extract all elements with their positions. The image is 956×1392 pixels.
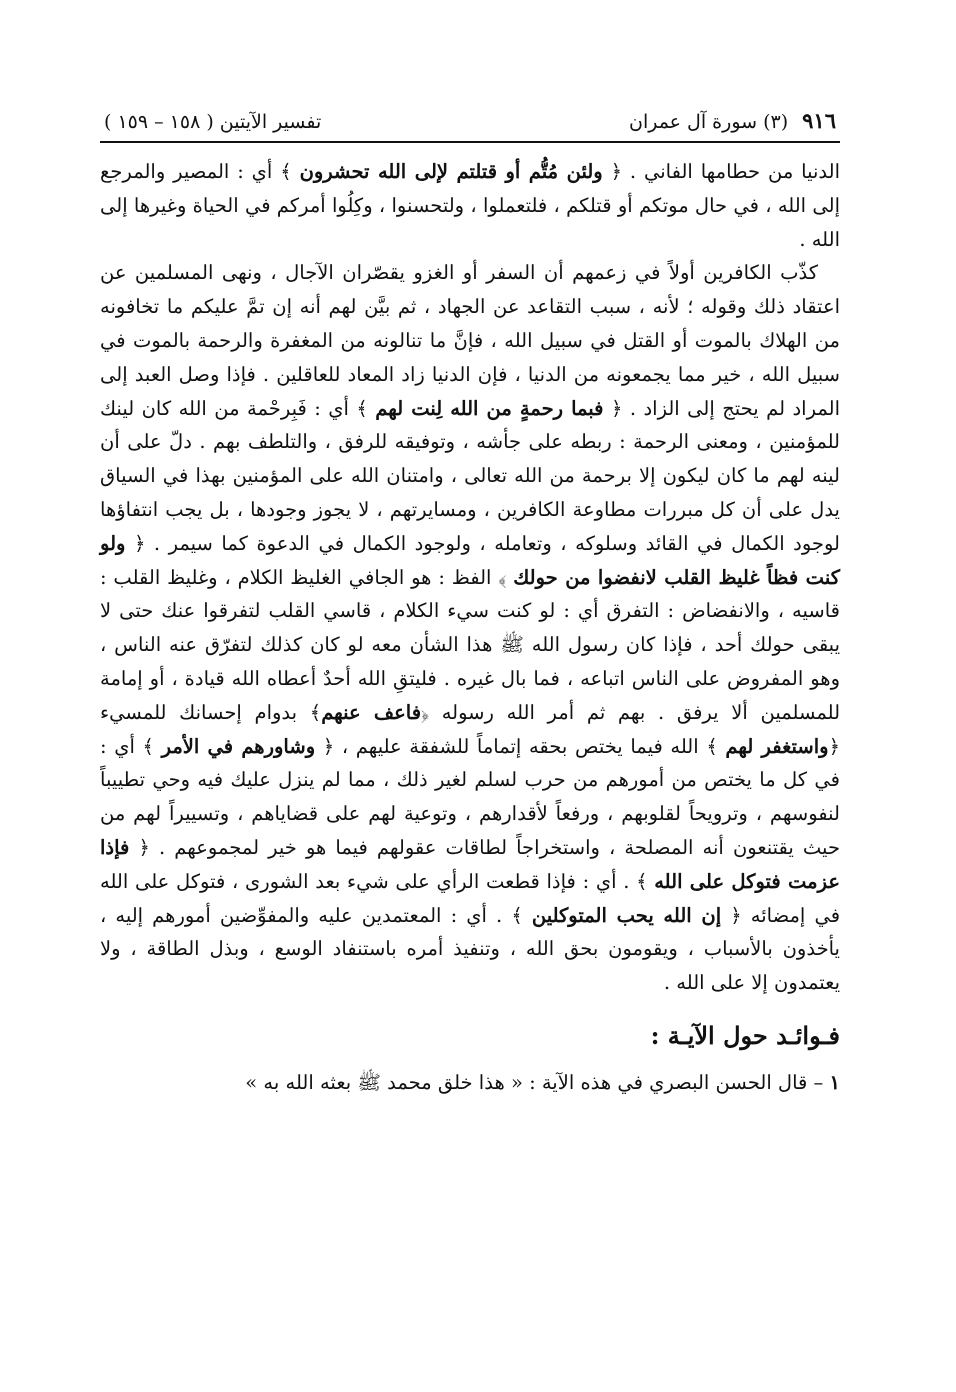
quran-verse: وشاورهم في الأمر [161, 734, 316, 758]
book-page [100, 108, 840, 1100]
benefits-list [100, 1066, 840, 1100]
page-header [100, 108, 840, 143]
text-run: كذّب الكافرين أولاً في زعمهم أن السفر أو الغزو يقصّران الآجال ، ونهى المسلمين عن اعتقاد ذلك وقوله ؛ لأنه ، سبب التقاعد عن الجهاد ، ثم بيَّن لهم أنه إن تمَّ عليكم ما تخافونه من الهلاك بالموت أو القتل في سبيل الله ، فإنَّ ما تنالونه من المغفرة والرحمة بالموت في سبيل الله ، خير مما يجمعونه من الدنيا ، فإن الدنيا زاد المعاد للعاقلين . فإذا وصل العبد إلى المراد لم يحتج إلى الزاد . [100, 261, 840, 420]
text-run: الفظ : هو الجافي الغليظ الكلام ، وغليظ القلب : قاسيه ، والانفضاض : التفرق أي : لو كنت سيء الكلام ، قاسي القلب لتفرقوا عنك حتى لا يبقى حولك أحد ، فإذا كان رسول الله ﷺ هذا الشأن معه لو كان كذلك لتفرّق عنه الناس ، وهو المفروض على الناس اتباعه ، فما بال غيره . فليتقِ الله أحدٌ أعطاه الله قيادة ، أو إمامة للمسلمين ألا يرفق . بهم ثم أمر الله رسوله [100, 565, 841, 724]
body-text [100, 155, 840, 1000]
text-run: الدنيا من حطامها الفاني . [622, 160, 841, 183]
benefits-heading: فـوائـد حول الآيـة : [650, 1020, 840, 1050]
quran-verse: ولئن مُتُّم أو قتلتم لإلى الله تحشرون [299, 160, 603, 183]
text-run: . أي : فإذا قطعت الرأي على شيء بعد الشورى ، فتوكل على الله في إمضائه [100, 869, 841, 927]
benefit-text: – قال الحسن البصري في هذه الآية : « هذا خلق محمد ﷺ بعثه الله به » [245, 1070, 830, 1094]
verse-bracket: ﴿ [828, 734, 841, 758]
verse-bracket: ﴾ [636, 869, 655, 893]
text-run: بدوام إحسانك للمسيء [100, 700, 310, 724]
text-run: أي : فَبِرحْمة من الله كان لينك للمؤمنين ، ومعنى الرحمة : ربطه على جأشه ، وتوفيقه للرفق ، والتلطف بهم . دلّ على أن لينه لهم ما كان ليكون إلا برحمة من الله تعالى ، وامتنان الله على المؤمنين بهذا في السياق يدل على أن كل مبررات مطاوعة الكافرين ، ومسايرتهم ، لا يجوز وجودها ، بل يجب انتفاؤها لوجود الكمال في القائد وسلوكه ، وتعامله ، ولوجود الكمال في الدعوة كما سيمر . [100, 396, 840, 555]
quran-verse: واستغفر لهم [725, 734, 829, 758]
surah-title: (٣) سورة آل عمران [628, 111, 789, 133]
verse-bracket: ﴿ [602, 160, 623, 183]
verse-bracket: ﴿ [721, 903, 742, 927]
verse-bracket: ﴾ [142, 734, 162, 758]
header-right [629, 108, 836, 133]
quran-verse: فبما رحمةٍ من الله لِنت لهم [375, 396, 604, 420]
verse-bracket: ﴾ [356, 396, 376, 420]
verse-bracket: ﴿ [125, 531, 146, 555]
text-run: . أي : المعتمدين عليه والمفوِّضين أمورهم إليه ، يأخذون بالأسباب ، ويقومون بحق الله ، وتنفيذ أمره باستنفاد الوسع ، وبذل الطاقة ، ولا يعتمدون إلا على الله . [100, 903, 840, 995]
quran-verse: فاعف عنهم [321, 700, 422, 724]
verse-bracket: ﴾ [280, 160, 300, 183]
verse-bracket: ﴿ [421, 700, 430, 724]
benefit-item [100, 1066, 840, 1100]
quran-verse: ولو كنت فظاً غليظ القلب لانفضوا من حولك [100, 531, 840, 589]
verse-bracket: ﴿ [315, 734, 335, 758]
text-run: أي : المصير والمرجع إلى الله ، في حال موتكم أو قتلكم ، فلتعملوا ، ولتحسنوا ، وكِلُوا أمركم في الحياة وغيرها إلى الله . [100, 160, 840, 251]
verse-bracket: ﴿ [603, 396, 623, 420]
text-run: أي : في كل ما يختص من أمورهم من حرب لسلم لغير ذلك ، مما لم ينزل عليك فيه وحي تطييباً لنفوسهم ، وترويحاً لقلوبهم ، ورفعاً لأقدارهم ، وتوعية لهم على قضاياهم ، وتسييراً لهم من حيث يقتنعون أنه المصلحة ، واستخراجاً لطاقات عقولهم فيما هو خير لمجموعهم . [100, 734, 840, 859]
verse-bracket: ﴾ [706, 734, 726, 758]
paragraph [100, 256, 840, 1000]
verse-bracket: ﴾ [498, 565, 514, 589]
verse-bracket: ﴿ [129, 835, 150, 859]
text-run: الله فيما يختص بحقه إتماماً للشفقة عليهم ، [334, 734, 707, 758]
paragraph [100, 155, 840, 256]
benefit-number: ١ [829, 1070, 840, 1094]
quran-verse: فإذا عزمت فتوكل على الله [100, 835, 840, 893]
verse-bracket: ﴾ [511, 903, 532, 927]
page-number: ٩١٦ [802, 108, 836, 133]
quran-verse: إن الله يحب المتوكلين [531, 903, 722, 927]
section-title: تفسير الآيتين ( ١٥٨ – ١٥٩ ) [104, 111, 322, 133]
verse-bracket: ﴾ [309, 700, 322, 724]
